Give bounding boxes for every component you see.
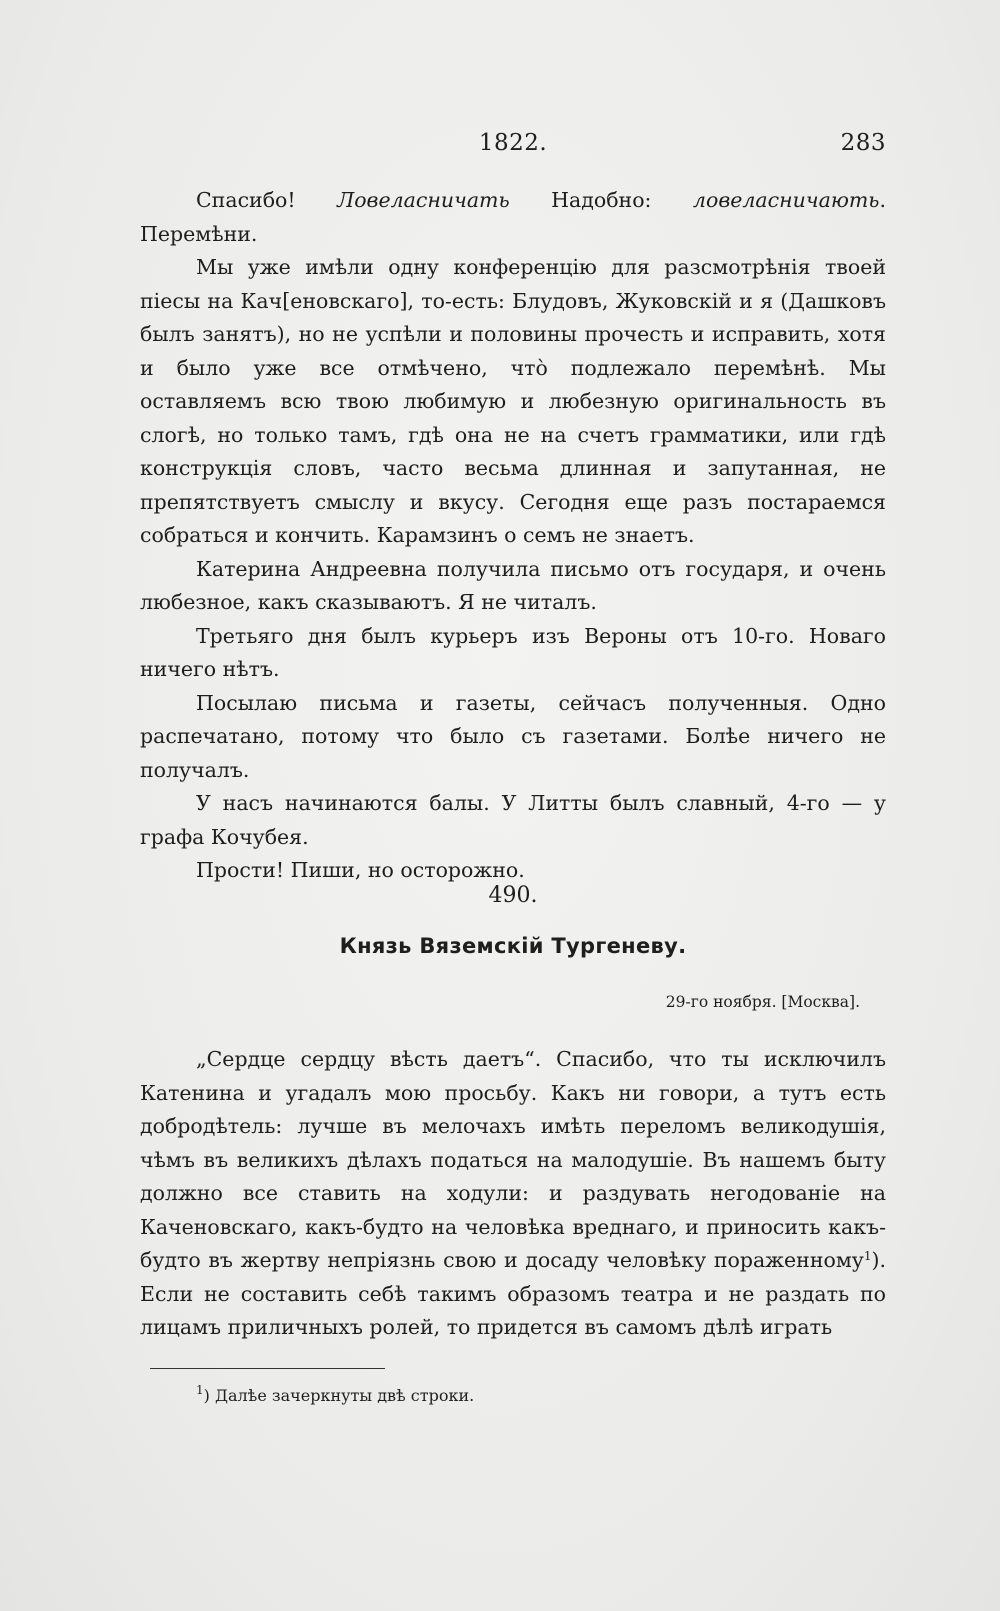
paragraph: „Сердце сердцу вѣсть даетъ“. Спасибо, что ты исключилъ Катенина и угадалъ мою просьбу. Какъ ни говори, а тутъ есть добродѣтель: лучше въ мелочахъ имѣть переломъ великодушія, чѣмъ въ великихъ дѣлахъ податься на малодушіе. Въ нашемъ быту должно все ставить на ходули: и раздувать негодованіе на Каченовскаго, какъ-будто на человѣка вреднаго, и приносить какъ-будто въ жертву непріязнь свою и досаду человѣку пораженному$^1$). Если не составить себѣ такимъ образомъ театра и не раздать по лицамъ приличныхъ ролей, то придется въ самомъ дѣлѣ играть (140, 1047, 886, 1339)
italic-word: ловеласничають (692, 188, 880, 212)
running-head-year: 1822. (478, 130, 548, 156)
footnote-rule (150, 1368, 385, 1369)
paragraph: Третьяго дня былъ курьеръ изъ Вероны отъ 10-го. Новаго ничего нѣтъ. (140, 623, 886, 681)
previous-letter-text (140, 184, 886, 888)
footnote (196, 1383, 475, 1405)
running-head (140, 130, 886, 164)
footnote-marker: 1 (863, 1249, 872, 1263)
paragraph: Прости! Пиши, но осторожно. (196, 858, 525, 882)
paragraph: У насъ начинаются балы. У Литты былъ славный, 4-го — у графа Кочубея. (140, 791, 886, 849)
paragraph: Спасибо! Ловеласничать Надобно: ловеласничають. Перемѣни. (140, 188, 886, 246)
footnote-text: ) Далѣе зачеркнуты двѣ строки. (203, 1386, 475, 1405)
letter-title: Князь Вяземскій Тургеневу. (339, 934, 687, 958)
letter-number: 490. (488, 883, 538, 908)
footnote-marker: 1 (196, 1383, 204, 1397)
letter-body (140, 1043, 886, 1345)
paragraph: Посылаю письма и газеты, сейчасъ полученныя. Одно распечатано, потому что было съ газетами. Болѣе ничего не получалъ. (140, 690, 886, 782)
paragraph: Катерина Андреевна получила письмо отъ государя, и очень любезное, какъ сказываютъ. Я не читалъ. (140, 556, 886, 614)
letter-dateline: 29-го ноября. [Москва]. (665, 993, 860, 1011)
italic-word: Ловеласничать (337, 188, 510, 212)
paragraph: Мы уже имѣли одну конференцію для разсмотрѣнія твоей піесы на Кач[еновскаго], то-есть: Блудовъ, Жуковскій и я (Дашковъ былъ занятъ), но не успѣли и половины прочесть и исправить, хотя и было уже все отмѣчено, что̀ подлежало перемѣнѣ. Мы оставляемъ всю твою любимую и любезную оригинальность въ слогѣ, но только тамъ, гдѣ она не на счетъ грамматики, или гдѣ конструкція словъ, часто весьма длинная и запутанная, не препятствуетъ смыслу и вкусу. Сегодня еще разъ постараемся собраться и кончить. Карамзинъ о семъ не знаетъ. (140, 255, 886, 547)
page-number: 283 (840, 130, 886, 156)
